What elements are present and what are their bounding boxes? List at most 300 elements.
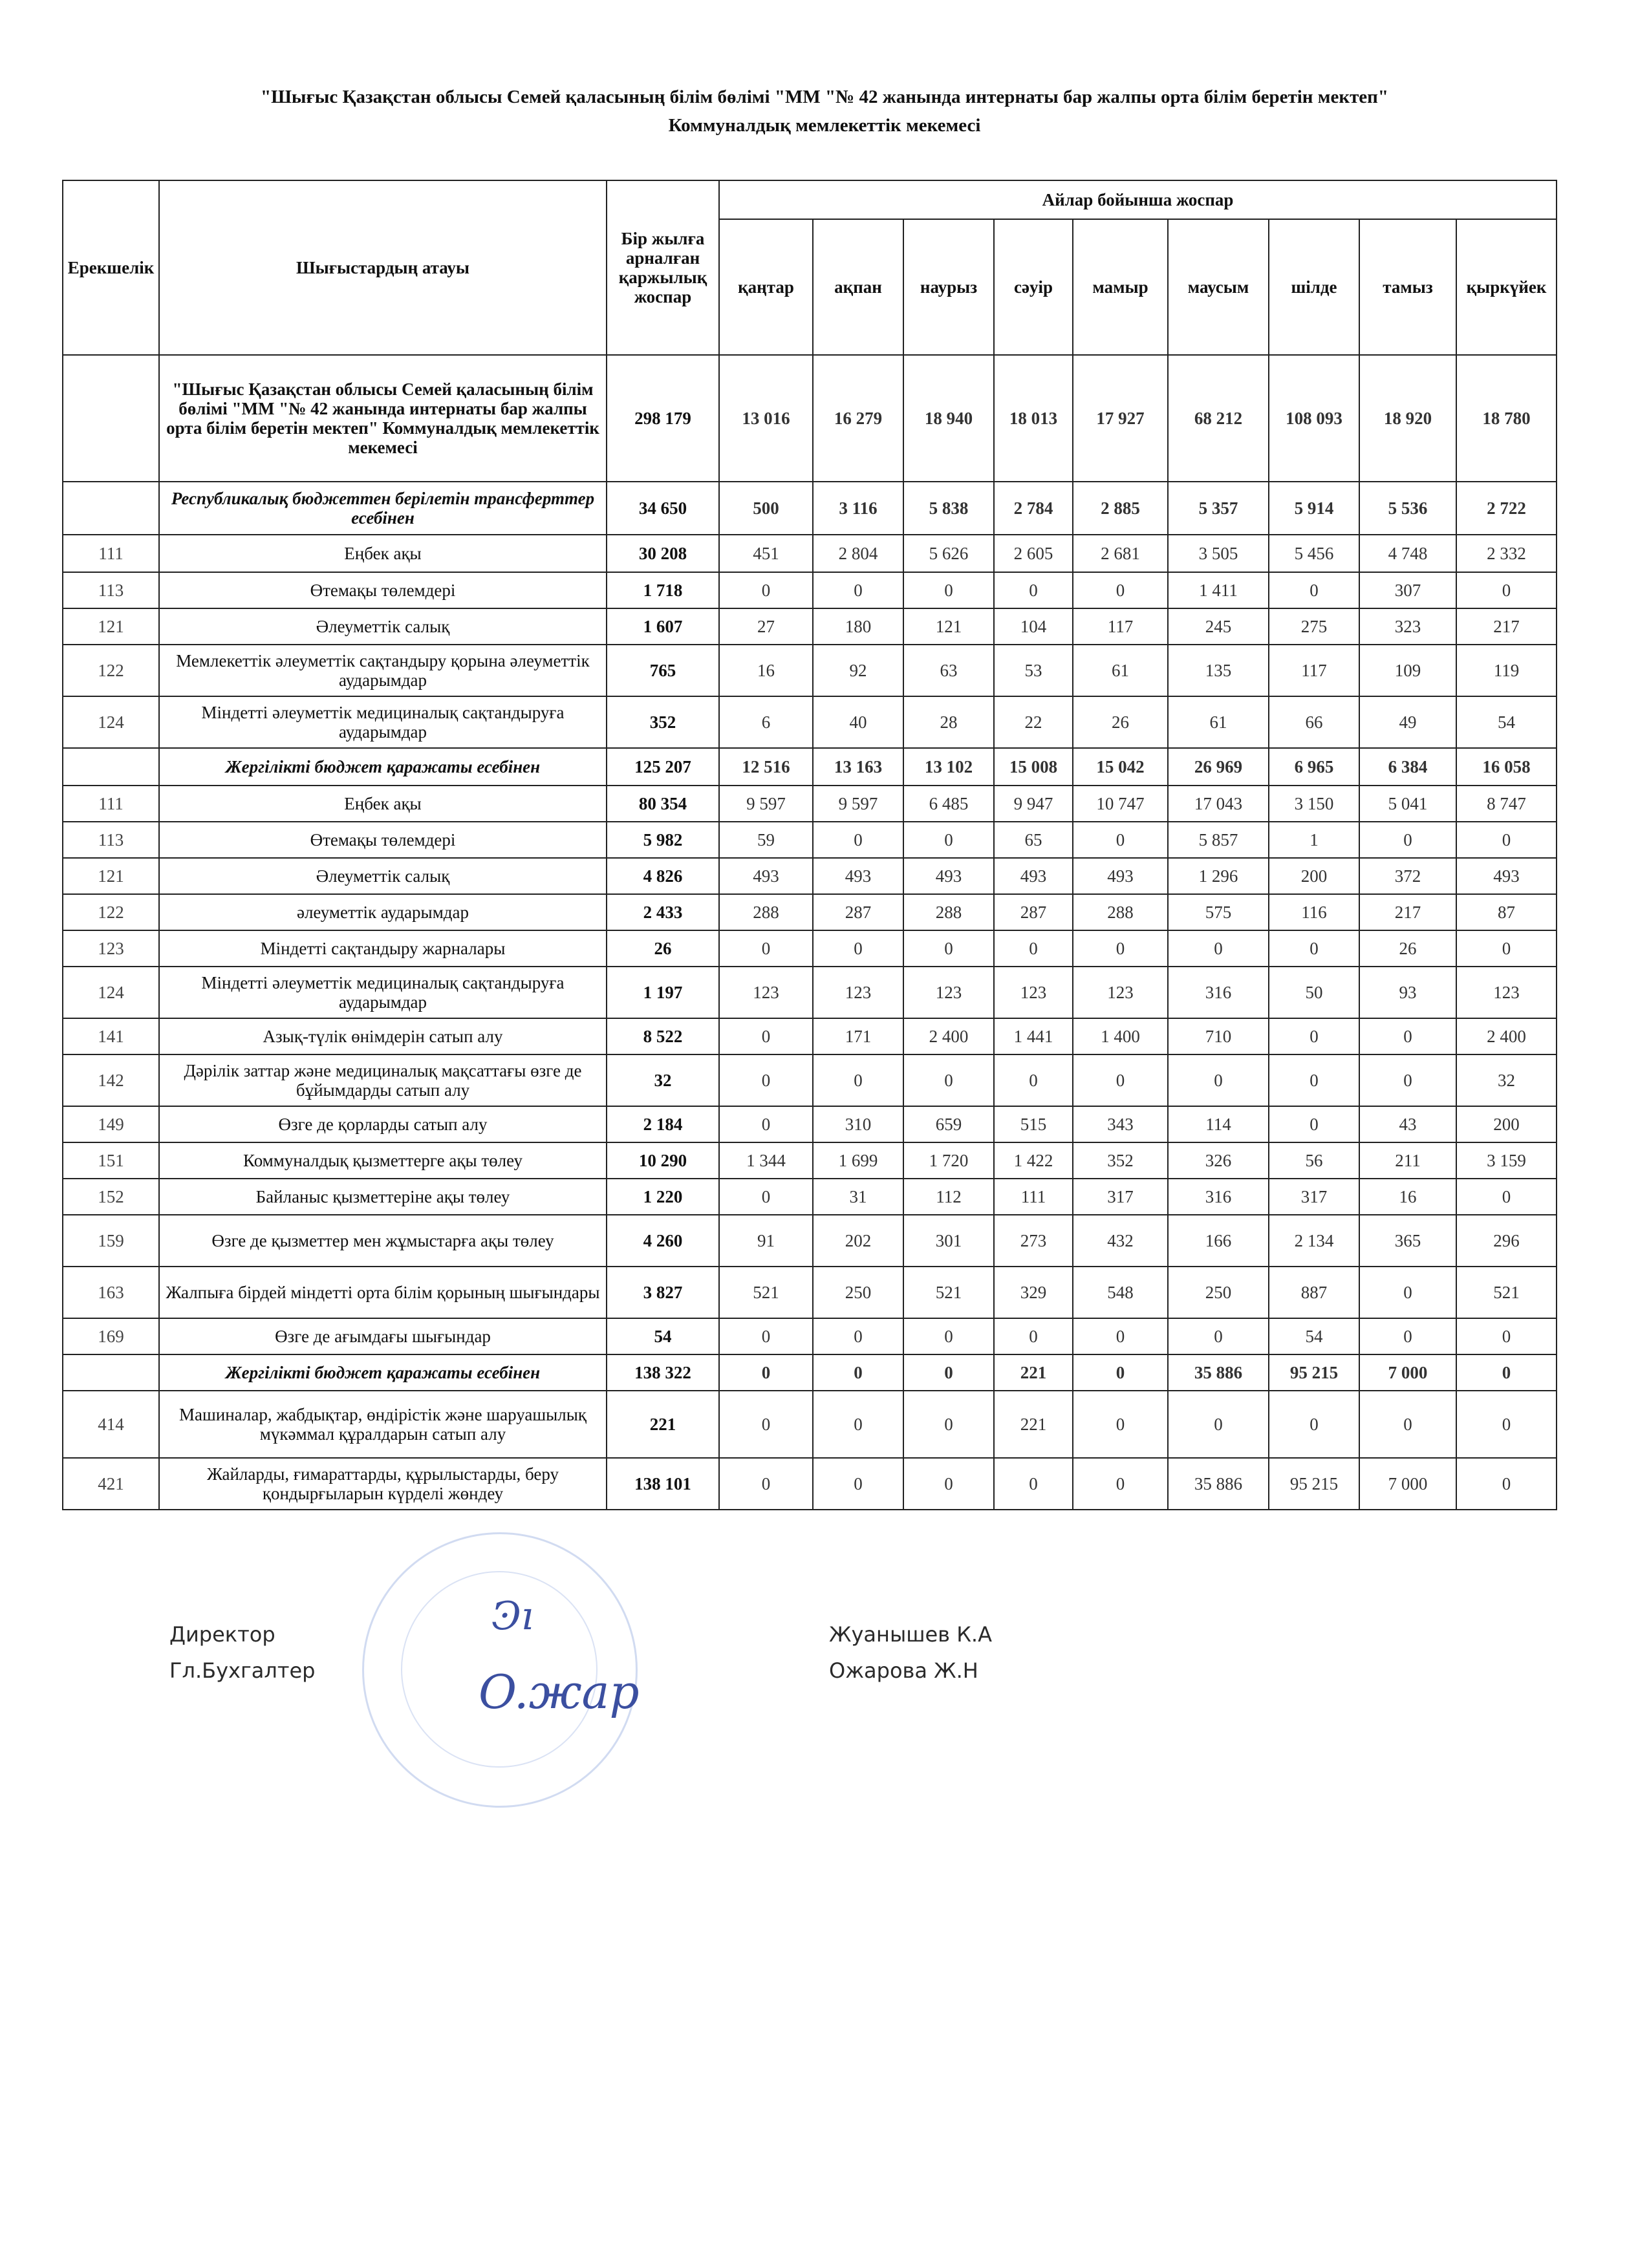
row-annual-total: 1 607 [607, 608, 719, 645]
row-code [63, 1354, 159, 1391]
row-code: 121 [63, 858, 159, 894]
row-month-value: 0 [1168, 1054, 1269, 1106]
row-month-value: 166 [1168, 1215, 1269, 1267]
row-month-value: 0 [719, 1354, 813, 1391]
row-month-value: 0 [813, 1354, 903, 1391]
row-month-value: 288 [719, 894, 813, 930]
row-month-value: 0 [903, 930, 994, 967]
row-month-value: 5 456 [1269, 535, 1359, 572]
row-month-value: 0 [813, 1054, 903, 1106]
row-month-value: 0 [1269, 930, 1359, 967]
row-month-value: 0 [994, 930, 1073, 967]
row-month-value: 288 [1073, 894, 1168, 930]
row-month-value: 7 000 [1359, 1354, 1456, 1391]
row-month-value: 35 886 [1168, 1458, 1269, 1510]
row-month-value: 575 [1168, 894, 1269, 930]
row-annual-total: 1 220 [607, 1179, 719, 1215]
row-month-value: 0 [813, 822, 903, 858]
row-month-value: 0 [1269, 1018, 1359, 1054]
row-code: 163 [63, 1267, 159, 1318]
table-row [63, 1391, 1557, 1458]
table-row [63, 1179, 1557, 1215]
row-month-value: 329 [994, 1267, 1073, 1318]
row-month-value: 432 [1073, 1215, 1168, 1267]
row-month-value: 0 [1456, 1458, 1557, 1510]
row-month-value: 26 969 [1168, 748, 1269, 786]
row-month-value: 0 [1359, 822, 1456, 858]
row-month-value: 0 [1456, 930, 1557, 967]
row-month-value: 217 [1359, 894, 1456, 930]
row-month-value: 61 [1073, 645, 1168, 696]
row-month-value: 5 838 [903, 482, 994, 535]
row-annual-total: 221 [607, 1391, 719, 1458]
row-name: Республикалық бюджеттен берілетін трансферттер есебінен [159, 482, 607, 535]
row-month-value: 2 885 [1073, 482, 1168, 535]
row-month-value: 0 [994, 572, 1073, 608]
row-month-value: 0 [1456, 1354, 1557, 1391]
row-month-value: 521 [903, 1267, 994, 1318]
row-month-value: 111 [994, 1179, 1073, 1215]
row-month-value: 3 505 [1168, 535, 1269, 572]
table-row [63, 1215, 1557, 1267]
group-row [63, 482, 1557, 535]
row-code: 414 [63, 1391, 159, 1458]
row-month-value: 35 886 [1168, 1354, 1269, 1391]
row-month-value: 310 [813, 1106, 903, 1142]
row-month-value: 15 008 [994, 748, 1073, 786]
row-month-value: 1 720 [903, 1142, 994, 1179]
row-month-value: 2 605 [994, 535, 1073, 572]
row-code: 142 [63, 1054, 159, 1106]
row-month-value: 0 [1359, 1391, 1456, 1458]
director-name: Жуанышев К.А [829, 1622, 992, 1647]
table-row [63, 645, 1557, 696]
row-month-value: 287 [994, 894, 1073, 930]
row-name: Азық-түлік өнімдерін сатып алу [159, 1018, 607, 1054]
row-code: 159 [63, 1215, 159, 1267]
row-name: Өзге де қорларды сатып алу [159, 1106, 607, 1142]
row-month-value: 521 [719, 1267, 813, 1318]
row-month-value: 887 [1269, 1267, 1359, 1318]
row-code: 123 [63, 930, 159, 967]
row-month-value: 0 [1456, 1391, 1557, 1458]
org-total-row [63, 355, 1557, 482]
row-name: Міндетті әлеуметтік медициналық сақтандыруға аударымдар [159, 696, 607, 748]
row-month-value: 2 332 [1456, 535, 1557, 572]
row-month-value: 0 [1073, 572, 1168, 608]
row-month-value: 0 [1456, 1179, 1557, 1215]
row-month-value: 2 681 [1073, 535, 1168, 572]
row-month-value: 0 [903, 1318, 994, 1354]
row-month-value: 15 042 [1073, 748, 1168, 786]
row-month-value: 0 [1073, 1054, 1168, 1106]
row-month-value: 61 [1168, 696, 1269, 748]
row-month-value: 343 [1073, 1106, 1168, 1142]
row-month-value: 121 [903, 608, 994, 645]
row-month-value: 0 [719, 1106, 813, 1142]
row-code: 121 [63, 608, 159, 645]
row-month-value: 1 400 [1073, 1018, 1168, 1054]
row-month-value: 27 [719, 608, 813, 645]
row-month-value: 0 [1073, 930, 1168, 967]
row-month-value: 43 [1359, 1106, 1456, 1142]
row-annual-total: 54 [607, 1318, 719, 1354]
row-month-value: 3 159 [1456, 1142, 1557, 1179]
financial-plan-table [62, 180, 1557, 1510]
row-month-value: 0 [903, 572, 994, 608]
row-month-value: 16 279 [813, 355, 903, 482]
row-month-value: 0 [1073, 1458, 1168, 1510]
row-month-value: 7 000 [1359, 1458, 1456, 1510]
row-name: Коммуналдық қызметтерге ақы төлеу [159, 1142, 607, 1179]
row-month-value: 0 [1269, 1106, 1359, 1142]
row-month-value: 2 400 [1456, 1018, 1557, 1054]
row-month-value: 323 [1359, 608, 1456, 645]
row-month-value: 493 [903, 858, 994, 894]
table-row [63, 894, 1557, 930]
row-name: Жергілікті бюджет қаражаты есебінен [159, 1354, 607, 1391]
row-month-value: 493 [994, 858, 1073, 894]
header-month: ақпан [813, 219, 903, 355]
title-line-1: "Шығыс Қазақстан облысы Семей қаласының білім бөлімі "ММ "№ 42 жанында интернаты бар жалпы орта білім беретін мектеп" [260, 87, 1388, 107]
row-annual-total: 32 [607, 1054, 719, 1106]
row-month-value: 119 [1456, 645, 1557, 696]
row-month-value: 2 784 [994, 482, 1073, 535]
row-month-value: 0 [1456, 1318, 1557, 1354]
row-month-value: 0 [1168, 930, 1269, 967]
row-name: Өтемақы төлемдері [159, 822, 607, 858]
row-month-value: 49 [1359, 696, 1456, 748]
row-annual-total: 5 982 [607, 822, 719, 858]
table-row [63, 1018, 1557, 1054]
table-row [63, 1458, 1557, 1510]
row-month-value: 8 747 [1456, 786, 1557, 822]
table-row [63, 822, 1557, 858]
row-month-value: 0 [813, 1391, 903, 1458]
row-month-value: 0 [1269, 572, 1359, 608]
row-month-value: 316 [1168, 967, 1269, 1018]
row-month-value: 95 215 [1269, 1458, 1359, 1510]
row-month-value: 31 [813, 1179, 903, 1215]
row-month-value: 493 [719, 858, 813, 894]
row-month-value: 211 [1359, 1142, 1456, 1179]
row-month-value: 32 [1456, 1054, 1557, 1106]
row-month-value: 54 [1456, 696, 1557, 748]
row-month-value: 1 [1269, 822, 1359, 858]
row-annual-total: 10 290 [607, 1142, 719, 1179]
header-code: Ерекшелік [63, 180, 159, 355]
row-month-value: 548 [1073, 1267, 1168, 1318]
accountant-signature: O.жap [479, 1665, 640, 1719]
row-month-value: 135 [1168, 645, 1269, 696]
row-month-value: 0 [1359, 1054, 1456, 1106]
row-month-value: 3 116 [813, 482, 903, 535]
row-month-value: 171 [813, 1018, 903, 1054]
row-month-value: 53 [994, 645, 1073, 696]
row-month-value: 0 [994, 1458, 1073, 1510]
row-month-value: 18 780 [1456, 355, 1557, 482]
row-month-value: 56 [1269, 1142, 1359, 1179]
row-name: Әлеуметтік салық [159, 858, 607, 894]
row-month-value: 9 597 [719, 786, 813, 822]
accountant-name: Ожарова Ж.Н [829, 1658, 978, 1683]
header-month: наурыз [903, 219, 994, 355]
row-month-value: 0 [719, 1054, 813, 1106]
director-row [169, 1616, 1463, 1653]
table-row [63, 1267, 1557, 1318]
row-month-value: 9 597 [813, 786, 903, 822]
table-row [63, 535, 1557, 572]
row-annual-total: 3 827 [607, 1267, 719, 1318]
row-month-value: 1 296 [1168, 858, 1269, 894]
row-month-value: 16 [719, 645, 813, 696]
row-month-value: 92 [813, 645, 903, 696]
row-month-value: 109 [1359, 645, 1456, 696]
group-row [63, 1354, 1557, 1391]
row-month-value: 4 748 [1359, 535, 1456, 572]
row-month-value: 2 804 [813, 535, 903, 572]
row-month-value: 307 [1359, 572, 1456, 608]
row-month-value: 112 [903, 1179, 994, 1215]
row-month-value: 28 [903, 696, 994, 748]
row-month-value: 0 [813, 1318, 903, 1354]
row-month-value: 68 212 [1168, 355, 1269, 482]
header-monthly: Айлар бойынша жоспар [719, 180, 1557, 219]
row-annual-total: 125 207 [607, 748, 719, 786]
row-month-value: 3 150 [1269, 786, 1359, 822]
row-month-value: 0 [994, 1318, 1073, 1354]
header-month: шілде [1269, 219, 1359, 355]
row-code: 113 [63, 572, 159, 608]
row-code: 149 [63, 1106, 159, 1142]
row-month-value: 18 920 [1359, 355, 1456, 482]
row-month-value: 6 485 [903, 786, 994, 822]
row-name: Еңбек ақы [159, 535, 607, 572]
row-month-value: 217 [1456, 608, 1557, 645]
row-month-value: 500 [719, 482, 813, 535]
director-role: Директор [169, 1622, 275, 1647]
row-month-value: 0 [903, 822, 994, 858]
row-month-value: 250 [813, 1267, 903, 1318]
row-name: "Шығыс Қазақстан облысы Семей қаласының білім бөлімі "ММ "№ 42 жанында интернаты бар жалпы орта білім беретін мектеп" Коммуналдық мемлекеттік мекемесі [159, 355, 607, 482]
row-month-value: 317 [1073, 1179, 1168, 1215]
row-month-value: 0 [719, 1458, 813, 1510]
table-row [63, 786, 1557, 822]
row-month-value: 22 [994, 696, 1073, 748]
row-month-value: 95 215 [1269, 1354, 1359, 1391]
row-code: 141 [63, 1018, 159, 1054]
row-annual-total: 80 354 [607, 786, 719, 822]
row-name: Міндетті сақтандыру жарналары [159, 930, 607, 967]
row-month-value: 17 927 [1073, 355, 1168, 482]
row-month-value: 287 [813, 894, 903, 930]
row-annual-total: 8 522 [607, 1018, 719, 1054]
row-month-value: 59 [719, 822, 813, 858]
row-month-value: 12 516 [719, 748, 813, 786]
row-annual-total: 4 826 [607, 858, 719, 894]
row-name: Жергілікті бюджет қаражаты есебінен [159, 748, 607, 786]
row-month-value: 104 [994, 608, 1073, 645]
row-code: 421 [63, 1458, 159, 1510]
row-month-value: 659 [903, 1106, 994, 1142]
row-month-value: 2 134 [1269, 1215, 1359, 1267]
row-month-value: 0 [903, 1458, 994, 1510]
table-row [63, 1054, 1557, 1106]
row-month-value: 1 344 [719, 1142, 813, 1179]
row-month-value: 202 [813, 1215, 903, 1267]
row-month-value: 245 [1168, 608, 1269, 645]
row-month-value: 200 [1269, 858, 1359, 894]
row-month-value: 2 400 [903, 1018, 994, 1054]
row-code [63, 748, 159, 786]
row-code: 113 [63, 822, 159, 858]
row-annual-total: 298 179 [607, 355, 719, 482]
accountant-row [169, 1653, 1463, 1689]
row-name: Машиналар, жабдықтар, өндірістік және шаруашылық мүкәммал құралдарын сатып алу [159, 1391, 607, 1458]
row-month-value: 275 [1269, 608, 1359, 645]
row-month-value: 1 441 [994, 1018, 1073, 1054]
row-month-value: 13 016 [719, 355, 813, 482]
row-month-value: 0 [813, 572, 903, 608]
row-month-value: 296 [1456, 1215, 1557, 1267]
row-month-value: 123 [1456, 967, 1557, 1018]
row-annual-total: 138 322 [607, 1354, 719, 1391]
row-month-value: 65 [994, 822, 1073, 858]
row-month-value: 0 [1168, 1391, 1269, 1458]
row-name: Өзге де қызметтер мен жұмыстарға ақы төлеу [159, 1215, 607, 1267]
row-name: Еңбек ақы [159, 786, 607, 822]
row-month-value: 250 [1168, 1267, 1269, 1318]
row-month-value: 123 [719, 967, 813, 1018]
row-code: 151 [63, 1142, 159, 1179]
row-month-value: 13 102 [903, 748, 994, 786]
table-row [63, 608, 1557, 645]
row-name: Мемлекеттік әлеуметтік сақтандыру қорына әлеуметтік аударымдар [159, 645, 607, 696]
row-month-value: 352 [1073, 1142, 1168, 1179]
row-month-value: 123 [1073, 967, 1168, 1018]
row-month-value: 1 699 [813, 1142, 903, 1179]
row-month-value: 0 [719, 1391, 813, 1458]
row-name: Өтемақы төлемдері [159, 572, 607, 608]
row-month-value: 710 [1168, 1018, 1269, 1054]
row-code [63, 482, 159, 535]
table-row [63, 1318, 1557, 1354]
row-month-value: 5 041 [1359, 786, 1456, 822]
row-month-value: 326 [1168, 1142, 1269, 1179]
row-month-value: 114 [1168, 1106, 1269, 1142]
row-month-value: 0 [1269, 1054, 1359, 1106]
row-month-value: 221 [994, 1354, 1073, 1391]
title-line-2: Коммуналдық мемлекеттік мекемесі [668, 115, 981, 136]
table-row [63, 1106, 1557, 1142]
table-row [63, 696, 1557, 748]
header-month: мамыр [1073, 219, 1168, 355]
row-month-value: 0 [903, 1391, 994, 1458]
row-code: 124 [63, 696, 159, 748]
row-month-value: 18 940 [903, 355, 994, 482]
row-annual-total: 138 101 [607, 1458, 719, 1510]
header-month: қаңтар [719, 219, 813, 355]
row-month-value: 1 422 [994, 1142, 1073, 1179]
row-name: Әлеуметтік салық [159, 608, 607, 645]
row-month-value: 10 747 [1073, 786, 1168, 822]
row-month-value: 116 [1269, 894, 1359, 930]
row-month-value: 0 [719, 1018, 813, 1054]
row-month-value: 0 [1073, 1318, 1168, 1354]
row-code: 122 [63, 645, 159, 696]
row-month-value: 87 [1456, 894, 1557, 930]
row-month-value: 0 [1359, 1018, 1456, 1054]
row-month-value: 117 [1269, 645, 1359, 696]
row-month-value: 180 [813, 608, 903, 645]
row-name: Байланыс қызметтеріне ақы төлеу [159, 1179, 607, 1215]
row-annual-total: 765 [607, 645, 719, 696]
header-name: Шығыстардың атауы [159, 180, 607, 355]
row-month-value: 288 [903, 894, 994, 930]
row-month-value: 301 [903, 1215, 994, 1267]
row-month-value: 40 [813, 696, 903, 748]
row-month-value: 0 [994, 1054, 1073, 1106]
row-month-value: 521 [1456, 1267, 1557, 1318]
row-month-value: 0 [719, 1179, 813, 1215]
row-month-value: 200 [1456, 1106, 1557, 1142]
row-month-value: 5 536 [1359, 482, 1456, 535]
row-month-value: 5 357 [1168, 482, 1269, 535]
row-annual-total: 34 650 [607, 482, 719, 535]
row-month-value: 13 163 [813, 748, 903, 786]
row-code: 152 [63, 1179, 159, 1215]
row-month-value: 17 043 [1168, 786, 1269, 822]
row-month-value: 26 [1359, 930, 1456, 967]
row-name: Өзге де ағымдағы шығындар [159, 1318, 607, 1354]
header-month: тамыз [1359, 219, 1456, 355]
row-month-value: 6 [719, 696, 813, 748]
document-title [0, 83, 1649, 140]
header-annual: Бір жылға арналған қаржылық жоспар [607, 180, 719, 355]
table-row [63, 1142, 1557, 1179]
row-month-value: 0 [813, 1458, 903, 1510]
row-month-value: 221 [994, 1391, 1073, 1458]
row-month-value: 316 [1168, 1179, 1269, 1215]
table-row [63, 967, 1557, 1018]
row-annual-total: 26 [607, 930, 719, 967]
row-month-value: 0 [719, 572, 813, 608]
row-month-value: 123 [994, 967, 1073, 1018]
row-annual-total: 2 433 [607, 894, 719, 930]
row-month-value: 54 [1269, 1318, 1359, 1354]
row-code: 111 [63, 535, 159, 572]
row-month-value: 0 [1073, 1354, 1168, 1391]
row-month-value: 515 [994, 1106, 1073, 1142]
row-code: 124 [63, 967, 159, 1018]
signature-block [169, 1616, 1463, 1689]
row-month-value: 18 013 [994, 355, 1073, 482]
row-month-value: 123 [813, 967, 903, 1018]
header-month: сәуір [994, 219, 1073, 355]
row-month-value: 0 [903, 1054, 994, 1106]
row-annual-total: 2 184 [607, 1106, 719, 1142]
row-month-value: 451 [719, 535, 813, 572]
row-month-value: 372 [1359, 858, 1456, 894]
row-month-value: 0 [1269, 1391, 1359, 1458]
row-month-value: 16 058 [1456, 748, 1557, 786]
row-month-value: 0 [1073, 1391, 1168, 1458]
row-annual-total: 1 197 [607, 967, 719, 1018]
row-month-value: 0 [903, 1354, 994, 1391]
row-code [63, 355, 159, 482]
row-month-value: 273 [994, 1215, 1073, 1267]
row-month-value: 5 626 [903, 535, 994, 572]
